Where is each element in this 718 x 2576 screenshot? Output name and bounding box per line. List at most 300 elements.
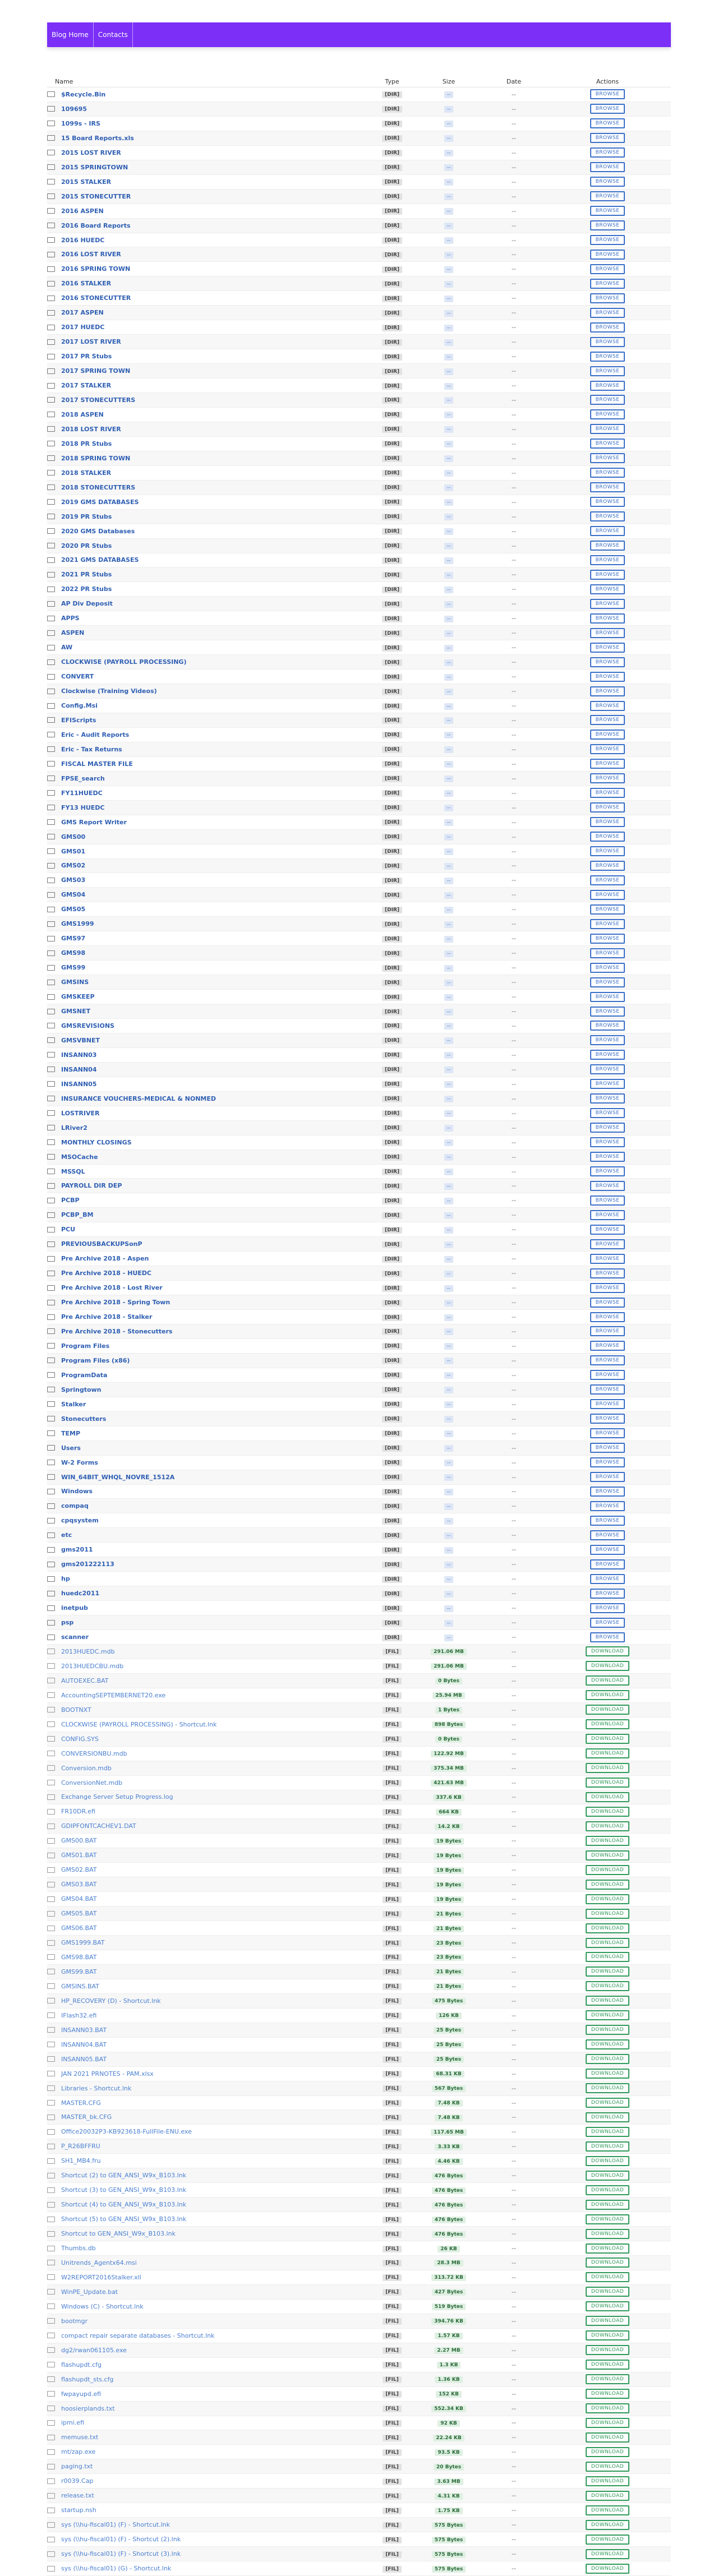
browse-button[interactable]: BROWSE — [590, 1574, 625, 1584]
browse-button[interactable]: BROWSE — [590, 1123, 625, 1133]
browse-button[interactable]: BROWSE — [590, 1501, 625, 1511]
browse-button[interactable]: BROWSE — [590, 570, 625, 580]
directory-link[interactable]: 2016 LOST RIVER — [61, 251, 121, 258]
download-button[interactable]: DOWNLOAD — [586, 2229, 629, 2239]
file-link[interactable]: GMS03.BAT — [61, 1881, 97, 1889]
browse-button[interactable]: BROWSE — [590, 555, 625, 565]
file-link[interactable]: JAN 2021 PRNOTES - PAM.xlsx — [61, 2070, 154, 2078]
browse-button[interactable]: BROWSE — [590, 453, 625, 463]
file-link[interactable]: MASTER_bk.CFG — [61, 2113, 112, 2121]
browse-button[interactable]: BROWSE — [590, 264, 625, 274]
browse-button[interactable]: BROWSE — [590, 1341, 625, 1351]
download-button[interactable]: DOWNLOAD — [586, 2025, 629, 2035]
directory-link[interactable]: GMS01 — [61, 847, 86, 855]
download-button[interactable]: DOWNLOAD — [586, 2083, 629, 2093]
browse-button[interactable]: BROWSE — [590, 191, 625, 201]
download-button[interactable]: DOWNLOAD — [586, 2360, 629, 2370]
file-link[interactable]: P_R26BFFRU — [61, 2143, 100, 2150]
browse-button[interactable]: BROWSE — [590, 773, 625, 783]
file-link[interactable]: startup.nsh — [61, 2506, 96, 2514]
file-link[interactable]: 2013HUEDC.mdb — [61, 1647, 115, 1655]
download-button[interactable]: DOWNLOAD — [586, 1938, 629, 1948]
directory-link[interactable]: 2016 SPRING TOWN — [61, 265, 131, 273]
file-link[interactable]: GMS00.BAT — [61, 1837, 97, 1845]
file-link[interactable]: sys (\\hu-fiscal01) (F) - Shortcut (2).lnk — [61, 2536, 181, 2543]
column-header-date[interactable]: Date — [506, 78, 522, 85]
directory-link[interactable]: GMSINS — [61, 978, 89, 986]
browse-button[interactable]: BROWSE — [590, 1298, 625, 1308]
directory-link[interactable]: 2020 GMS Databases — [61, 527, 135, 535]
file-link[interactable]: MASTER.CFG — [61, 2099, 101, 2107]
file-link[interactable]: release.txt — [61, 2492, 94, 2500]
directory-link[interactable]: GMS02 — [61, 862, 86, 870]
directory-link[interactable]: GMS Report Writer — [61, 818, 127, 826]
download-button[interactable]: DOWNLOAD — [586, 2491, 629, 2501]
directory-link[interactable]: GMS99 — [61, 964, 86, 972]
browse-button[interactable]: BROWSE — [590, 424, 625, 434]
directory-link[interactable]: INSANN03 — [61, 1051, 97, 1059]
browse-button[interactable]: BROWSE — [590, 511, 625, 521]
browse-button[interactable]: BROWSE — [590, 1545, 625, 1555]
directory-link[interactable]: 2018 STALKER — [61, 469, 112, 477]
directory-link[interactable]: MONTHLY CLOSINGS — [61, 1138, 132, 1146]
directory-link[interactable]: INSANN04 — [61, 1065, 97, 1073]
download-button[interactable]: DOWNLOAD — [586, 1646, 629, 1656]
browse-button[interactable]: BROWSE — [590, 177, 625, 187]
file-link[interactable]: compact repair separate databases - Shortcut.lnk — [61, 2332, 215, 2339]
file-link[interactable]: GMS02.BAT — [61, 1866, 97, 1874]
directory-link[interactable]: Pre Archive 2018 - Stonecutters — [61, 1327, 173, 1335]
browse-button[interactable]: BROWSE — [590, 381, 625, 391]
browse-button[interactable]: BROWSE — [590, 352, 625, 362]
browse-button[interactable]: BROWSE — [590, 657, 625, 667]
download-button[interactable]: DOWNLOAD — [586, 2520, 629, 2530]
browse-button[interactable]: BROWSE — [590, 584, 625, 594]
file-link[interactable]: hoosierplands.txt — [61, 2404, 115, 2412]
directory-link[interactable]: 2016 Board Reports — [61, 221, 131, 229]
browse-button[interactable]: BROWSE — [590, 919, 625, 929]
directory-link[interactable]: EFIScripts — [61, 716, 96, 724]
file-link[interactable]: flashupdt.cfg — [61, 2361, 102, 2369]
directory-link[interactable]: Program Files (x86) — [61, 1356, 130, 1364]
download-button[interactable]: DOWNLOAD — [586, 2272, 629, 2282]
file-link[interactable]: Thumbs.db — [61, 2245, 96, 2252]
file-link[interactable]: CLOCKWISE (PAYROLL PROCESSING) - Shortcut.lnk — [61, 1720, 217, 1728]
directory-link[interactable]: 2015 STALKER — [61, 178, 112, 186]
directory-link[interactable]: GMSREVISIONS — [61, 1022, 114, 1030]
directory-link[interactable]: AP Div Deposit — [61, 600, 113, 608]
directory-link[interactable]: PAYROLL DIR DEP — [61, 1182, 122, 1190]
download-button[interactable]: DOWNLOAD — [586, 1880, 629, 1890]
file-link[interactable]: IFlash32.efi — [61, 2011, 97, 2019]
download-button[interactable]: DOWNLOAD — [586, 2243, 629, 2254]
download-button[interactable]: DOWNLOAD — [586, 1996, 629, 2006]
download-button[interactable]: DOWNLOAD — [586, 2287, 629, 2297]
directory-link[interactable]: APPS — [61, 615, 80, 622]
download-button[interactable]: DOWNLOAD — [586, 1923, 629, 1933]
directory-link[interactable]: ProgramData — [61, 1371, 108, 1379]
directory-link[interactable]: 2021 GMS DATABASES — [61, 556, 139, 564]
download-button[interactable]: DOWNLOAD — [586, 2156, 629, 2166]
directory-link[interactable]: FISCAL MASTER FILE — [61, 760, 133, 768]
directory-link[interactable]: GMS03 — [61, 876, 86, 884]
download-button[interactable]: DOWNLOAD — [586, 2185, 629, 2195]
browse-button[interactable]: BROWSE — [590, 948, 625, 958]
browse-button[interactable]: BROWSE — [590, 366, 625, 376]
download-button[interactable]: DOWNLOAD — [586, 1909, 629, 1919]
browse-button[interactable]: BROWSE — [590, 832, 625, 842]
directory-link[interactable]: 2017 LOST RIVER — [61, 338, 121, 346]
download-button[interactable]: DOWNLOAD — [586, 2418, 629, 2428]
browse-button[interactable]: BROWSE — [590, 672, 625, 682]
directory-link[interactable]: scanner — [61, 1633, 89, 1641]
browse-button[interactable]: BROWSE — [590, 759, 625, 769]
directory-link[interactable]: GMSVBNET — [61, 1036, 100, 1044]
directory-link[interactable]: FY11HUEDC — [61, 789, 103, 797]
browse-button[interactable]: BROWSE — [590, 1093, 625, 1104]
download-button[interactable]: DOWNLOAD — [586, 2258, 629, 2268]
download-button[interactable]: DOWNLOAD — [586, 1734, 629, 1744]
file-link[interactable]: ipmi.efi — [61, 2419, 85, 2427]
directory-link[interactable]: CLOCKWISE (PAYROLL PROCESSING) — [61, 658, 187, 666]
browse-button[interactable]: BROWSE — [590, 788, 625, 798]
directory-link[interactable]: LOSTRIVER — [61, 1109, 100, 1117]
directory-link[interactable]: hp — [61, 1575, 70, 1583]
file-link[interactable]: Shortcut (3) to GEN_ANSI_W9x_B103.lnk — [61, 2186, 186, 2194]
browse-button[interactable]: BROWSE — [590, 992, 625, 1002]
browse-button[interactable]: BROWSE — [590, 643, 625, 653]
browse-button[interactable]: BROWSE — [590, 613, 625, 624]
browse-button[interactable]: BROWSE — [590, 1152, 625, 1162]
browse-button[interactable]: BROWSE — [590, 1007, 625, 1017]
file-link[interactable]: sys (\\hu-fiscal01) (F) - Shortcut.lnk — [61, 2521, 170, 2529]
directory-link[interactable]: GMS05 — [61, 906, 86, 913]
download-button[interactable]: DOWNLOAD — [586, 2214, 629, 2224]
download-button[interactable]: DOWNLOAD — [586, 2112, 629, 2122]
download-button[interactable]: DOWNLOAD — [586, 2476, 629, 2486]
download-button[interactable]: DOWNLOAD — [586, 2010, 629, 2020]
directory-link[interactable]: Pre Archive 2018 - HUEDC — [61, 1269, 151, 1277]
browse-button[interactable]: BROWSE — [590, 1399, 625, 1409]
directory-link[interactable]: 2017 STONECUTTERS — [61, 396, 136, 404]
directory-link[interactable]: psp — [61, 1619, 74, 1627]
browse-button[interactable]: BROWSE — [590, 1312, 625, 1322]
download-button[interactable]: DOWNLOAD — [586, 2316, 629, 2326]
download-button[interactable]: DOWNLOAD — [586, 2039, 629, 2049]
directory-link[interactable]: Pre Archive 2018 - Stalker — [61, 1313, 153, 1321]
file-link[interactable]: 2013HUEDCBU.mdb — [61, 1662, 124, 1670]
download-button[interactable]: DOWNLOAD — [586, 1836, 629, 1846]
file-link[interactable]: GMS1999.BAT — [61, 1939, 105, 1947]
directory-link[interactable]: 2016 ASPEN — [61, 207, 104, 215]
file-link[interactable]: Libraries - Shortcut.lnk — [61, 2084, 132, 2092]
browse-button[interactable]: BROWSE — [590, 1632, 625, 1642]
directory-link[interactable]: 109695 — [61, 105, 87, 113]
download-button[interactable]: DOWNLOAD — [586, 2069, 629, 2079]
browse-button[interactable]: BROWSE — [590, 1108, 625, 1118]
browse-button[interactable]: BROWSE — [590, 934, 625, 944]
directory-link[interactable]: PCBP — [61, 1197, 80, 1204]
file-link[interactable]: AUTOEXEC.BAT — [61, 1677, 109, 1684]
browse-button[interactable]: BROWSE — [590, 497, 625, 507]
file-link[interactable]: GMS98.BAT — [61, 1953, 97, 1961]
file-link[interactable]: HP_RECOVERY (D) - Shortcut.lnk — [61, 1997, 161, 2005]
directory-link[interactable]: ASPEN — [61, 629, 85, 637]
browse-button[interactable]: BROWSE — [590, 1355, 625, 1365]
browse-button[interactable]: BROWSE — [590, 904, 625, 915]
directory-link[interactable]: 2018 STONECUTTERS — [61, 483, 136, 491]
browse-button[interactable]: BROWSE — [590, 1239, 625, 1249]
browse-button[interactable]: BROWSE — [590, 875, 625, 885]
directory-link[interactable]: GMSKEEP — [61, 993, 95, 1001]
browse-button[interactable]: BROWSE — [590, 206, 625, 216]
file-link[interactable]: Unitrends_Agentx64.msi — [61, 2259, 137, 2266]
directory-link[interactable]: 2017 PR Stubs — [61, 353, 112, 361]
download-button[interactable]: DOWNLOAD — [586, 1821, 629, 1831]
file-link[interactable]: flashupdt_sts.cfg — [61, 2375, 114, 2383]
directory-link[interactable]: PCU — [61, 1226, 76, 1234]
directory-link[interactable]: 2021 PR Stubs — [61, 571, 112, 579]
download-button[interactable]: DOWNLOAD — [586, 1792, 629, 1802]
directory-link[interactable]: LRiver2 — [61, 1124, 88, 1132]
browse-button[interactable]: BROWSE — [590, 599, 625, 609]
file-link[interactable]: CONFIG.SYS — [61, 1735, 99, 1743]
browse-button[interactable]: BROWSE — [590, 250, 625, 260]
directory-link[interactable]: Eric - Tax Returns — [61, 745, 122, 753]
file-link[interactable]: FR10DR.efi — [61, 1808, 95, 1816]
browse-button[interactable]: BROWSE — [590, 802, 625, 812]
download-button[interactable]: DOWNLOAD — [586, 2054, 629, 2064]
file-link[interactable]: Conversion.mdb — [61, 1764, 112, 1772]
browse-button[interactable]: BROWSE — [590, 279, 625, 289]
directory-link[interactable]: 2016 STALKER — [61, 280, 112, 288]
file-link[interactable]: BOOTNXT — [61, 1706, 91, 1714]
browse-button[interactable]: BROWSE — [590, 628, 625, 638]
browse-button[interactable]: BROWSE — [590, 1618, 625, 1628]
browse-button[interactable]: BROWSE — [590, 715, 625, 725]
download-button[interactable]: DOWNLOAD — [586, 1705, 629, 1715]
browse-button[interactable]: BROWSE — [590, 395, 625, 405]
file-link[interactable]: Windows (C) - Shortcut.lnk — [61, 2302, 144, 2310]
directory-link[interactable]: Pre Archive 2018 - Spring Town — [61, 1299, 171, 1307]
download-button[interactable]: DOWNLOAD — [586, 2462, 629, 2472]
download-button[interactable]: DOWNLOAD — [586, 2374, 629, 2384]
download-button[interactable]: DOWNLOAD — [586, 2389, 629, 2399]
browse-button[interactable]: BROWSE — [590, 409, 625, 419]
file-link[interactable]: GMS06.BAT — [61, 1924, 97, 1932]
directory-link[interactable]: CONVERT — [61, 673, 94, 681]
browse-button[interactable]: BROWSE — [590, 846, 625, 856]
directory-link[interactable]: Config.Msi — [61, 702, 98, 709]
directory-link[interactable]: compaq — [61, 1502, 89, 1510]
directory-link[interactable]: gms201222113 — [61, 1561, 114, 1568]
directory-link[interactable]: 2016 STONECUTTER — [61, 294, 131, 302]
browse-button[interactable]: BROWSE — [590, 308, 625, 318]
directory-link[interactable]: 2017 HUEDC — [61, 324, 105, 331]
file-link[interactable]: Shortcut (4) to GEN_ANSI_W9x_B103.lnk — [61, 2201, 186, 2209]
browse-button[interactable]: BROWSE — [590, 890, 625, 900]
browse-button[interactable]: BROWSE — [590, 1021, 625, 1031]
download-button[interactable]: DOWNLOAD — [586, 1981, 629, 1991]
directory-link[interactable]: Stonecutters — [61, 1415, 107, 1423]
directory-link[interactable]: huedc2011 — [61, 1590, 100, 1598]
download-button[interactable]: DOWNLOAD — [586, 2171, 629, 2181]
browse-button[interactable]: BROWSE — [590, 468, 625, 478]
browse-button[interactable]: BROWSE — [590, 89, 625, 99]
browse-button[interactable]: BROWSE — [590, 1064, 625, 1074]
directory-link[interactable]: 15 Board Reports.xls — [61, 134, 134, 142]
directory-link[interactable]: Eric - Audit Reports — [61, 731, 130, 738]
file-link[interactable]: r0039.Cap — [61, 2477, 94, 2485]
download-button[interactable]: DOWNLOAD — [586, 2403, 629, 2413]
file-link[interactable]: memuse.txt — [61, 2434, 99, 2441]
download-button[interactable]: DOWNLOAD — [586, 2127, 629, 2137]
directory-link[interactable]: 2018 PR Stubs — [61, 440, 112, 447]
browse-button[interactable]: BROWSE — [590, 977, 625, 987]
file-link[interactable]: GMSINS.BAT — [61, 1982, 99, 1990]
browse-button[interactable]: BROWSE — [590, 1589, 625, 1599]
directory-link[interactable]: FPSE_search — [61, 774, 105, 782]
file-link[interactable]: W2REPORT2016Stalker.xll — [61, 2273, 141, 2281]
browse-button[interactable]: BROWSE — [590, 1472, 625, 1482]
directory-link[interactable]: GMS97 — [61, 935, 86, 943]
directory-link[interactable]: 2019 GMS DATABASES — [61, 498, 139, 506]
file-link[interactable]: Shortcut to GEN_ANSI_W9x_B103.lnk — [61, 2230, 176, 2238]
browse-button[interactable]: BROWSE — [590, 1516, 625, 1526]
file-link[interactable]: dg2/rwan061105.exe — [61, 2346, 127, 2354]
directory-link[interactable]: 2017 STALKER — [61, 382, 112, 390]
browse-button[interactable]: BROWSE — [590, 1210, 625, 1220]
download-button[interactable]: DOWNLOAD — [586, 2447, 629, 2457]
directory-link[interactable]: W-2 Forms — [61, 1458, 98, 1466]
download-button[interactable]: DOWNLOAD — [586, 2564, 629, 2574]
download-button[interactable]: DOWNLOAD — [586, 2505, 629, 2515]
download-button[interactable]: DOWNLOAD — [586, 1952, 629, 1962]
browse-button[interactable]: BROWSE — [590, 1079, 625, 1089]
browse-button[interactable]: BROWSE — [590, 482, 625, 492]
directory-link[interactable]: Clockwise (Training Videos) — [61, 687, 157, 695]
nav-link-contacts[interactable]: Contacts — [94, 22, 133, 47]
download-button[interactable]: DOWNLOAD — [586, 1748, 629, 1758]
file-link[interactable]: fwpayupd.efi — [61, 2390, 102, 2398]
directory-link[interactable]: 2017 ASPEN — [61, 309, 104, 317]
browse-button[interactable]: BROWSE — [590, 104, 625, 114]
browse-button[interactable]: BROWSE — [590, 1050, 625, 1060]
directory-link[interactable]: 2015 SPRINGTOWN — [61, 163, 128, 171]
browse-button[interactable]: BROWSE — [590, 438, 625, 449]
browse-button[interactable]: BROWSE — [590, 1443, 625, 1453]
download-button[interactable]: DOWNLOAD — [586, 1778, 629, 1788]
directory-link[interactable]: WIN_64BIT_WHQL_NOVRE_1512A — [61, 1473, 175, 1481]
download-button[interactable]: DOWNLOAD — [586, 1763, 629, 1773]
browse-button[interactable]: BROWSE — [590, 1137, 625, 1147]
directory-link[interactable]: 2015 STONECUTTER — [61, 192, 131, 200]
download-button[interactable]: DOWNLOAD — [586, 1719, 629, 1729]
directory-link[interactable]: GMSNET — [61, 1008, 91, 1015]
directory-link[interactable]: etc — [61, 1531, 72, 1539]
browse-button[interactable]: BROWSE — [590, 744, 625, 754]
directory-link[interactable]: PREVIOUSBACKUPSonP — [61, 1240, 142, 1248]
download-button[interactable]: DOWNLOAD — [586, 1894, 629, 1904]
directory-link[interactable]: TEMP — [61, 1429, 81, 1437]
download-button[interactable]: DOWNLOAD — [586, 1850, 629, 1861]
browse-button[interactable]: BROWSE — [590, 1166, 625, 1176]
directory-link[interactable]: 2018 LOST RIVER — [61, 425, 121, 433]
download-button[interactable]: DOWNLOAD — [586, 1690, 629, 1700]
browse-button[interactable]: BROWSE — [590, 817, 625, 827]
browse-button[interactable]: BROWSE — [590, 701, 625, 711]
browse-button[interactable]: BROWSE — [590, 235, 625, 245]
download-button[interactable]: DOWNLOAD — [586, 1675, 629, 1686]
browse-button[interactable]: BROWSE — [590, 1195, 625, 1206]
directory-link[interactable]: 2018 SPRING TOWN — [61, 454, 131, 462]
file-link[interactable]: GMS99.BAT — [61, 1968, 97, 1975]
directory-link[interactable]: AW — [61, 644, 73, 652]
download-button[interactable]: DOWNLOAD — [586, 2200, 629, 2210]
column-header-type[interactable]: Type — [385, 78, 399, 85]
browse-button[interactable]: BROWSE — [590, 686, 625, 696]
directory-link[interactable]: Windows — [61, 1488, 93, 1495]
file-link[interactable]: WinPE_Update.bat — [61, 2288, 118, 2296]
download-button[interactable]: DOWNLOAD — [586, 1865, 629, 1875]
browse-button[interactable]: BROWSE — [590, 1486, 625, 1497]
file-link[interactable]: ConversionNet.mdb — [61, 1779, 123, 1786]
browse-button[interactable]: BROWSE — [590, 1035, 625, 1045]
browse-button[interactable]: BROWSE — [590, 861, 625, 871]
download-button[interactable]: DOWNLOAD — [586, 1661, 629, 1671]
browse-button[interactable]: BROWSE — [590, 730, 625, 740]
directory-link[interactable]: MSOCache — [61, 1153, 98, 1161]
directory-link[interactable]: 2018 ASPEN — [61, 410, 104, 418]
directory-link[interactable]: GMS00 — [61, 833, 86, 841]
nav-link-blog-home[interactable]: Blog Home — [47, 22, 94, 47]
directory-link[interactable]: 2020 PR Stubs — [61, 542, 112, 550]
directory-link[interactable]: gms2011 — [61, 1546, 93, 1554]
browse-button[interactable]: BROWSE — [590, 337, 625, 347]
file-link[interactable]: GMS04.BAT — [61, 1895, 97, 1903]
browse-button[interactable]: BROWSE — [590, 220, 625, 230]
browse-button[interactable]: BROWSE — [590, 1254, 625, 1264]
file-link[interactable]: Office20032P3-KB923618-FullFile-ENU.exe — [61, 2128, 192, 2136]
download-button[interactable]: DOWNLOAD — [586, 2432, 629, 2443]
browse-button[interactable]: BROWSE — [590, 1384, 625, 1395]
file-link[interactable]: Shortcut (2) to GEN_ANSI_W9x_B103.lnk — [61, 2172, 186, 2180]
browse-button[interactable]: BROWSE — [590, 293, 625, 303]
download-button[interactable]: DOWNLOAD — [586, 2345, 629, 2355]
browse-button[interactable]: BROWSE — [590, 1530, 625, 1540]
file-link[interactable]: Exchange Server Setup Progress.log — [61, 1793, 173, 1801]
file-link[interactable]: GDIPFONTCACHEV1.DAT — [61, 1822, 136, 1830]
browse-button[interactable]: BROWSE — [590, 1225, 625, 1235]
download-button[interactable]: DOWNLOAD — [586, 2330, 629, 2340]
directory-link[interactable]: MSSQL — [61, 1167, 85, 1175]
browse-button[interactable]: BROWSE — [590, 1268, 625, 1278]
directory-link[interactable]: GMS1999 — [61, 920, 94, 928]
file-link[interactable]: bootmgr — [61, 2317, 88, 2325]
directory-link[interactable]: INSURANCE VOUCHERS-MEDICAL & NONMED — [61, 1095, 216, 1102]
column-header-name[interactable]: Name — [55, 78, 73, 85]
directory-link[interactable]: Stalker — [61, 1400, 86, 1408]
browse-button[interactable]: BROWSE — [590, 147, 625, 158]
browse-button[interactable]: BROWSE — [590, 1283, 625, 1293]
directory-link[interactable]: 2019 PR Stubs — [61, 513, 112, 520]
browse-button[interactable]: BROWSE — [590, 1414, 625, 1424]
file-link[interactable]: mt/zap.exe — [61, 2448, 96, 2456]
directory-link[interactable]: inetpub — [61, 1604, 88, 1612]
directory-link[interactable]: 2017 SPRING TOWN — [61, 367, 131, 375]
download-button[interactable]: DOWNLOAD — [586, 2549, 629, 2559]
browse-button[interactable]: BROWSE — [590, 1181, 625, 1191]
